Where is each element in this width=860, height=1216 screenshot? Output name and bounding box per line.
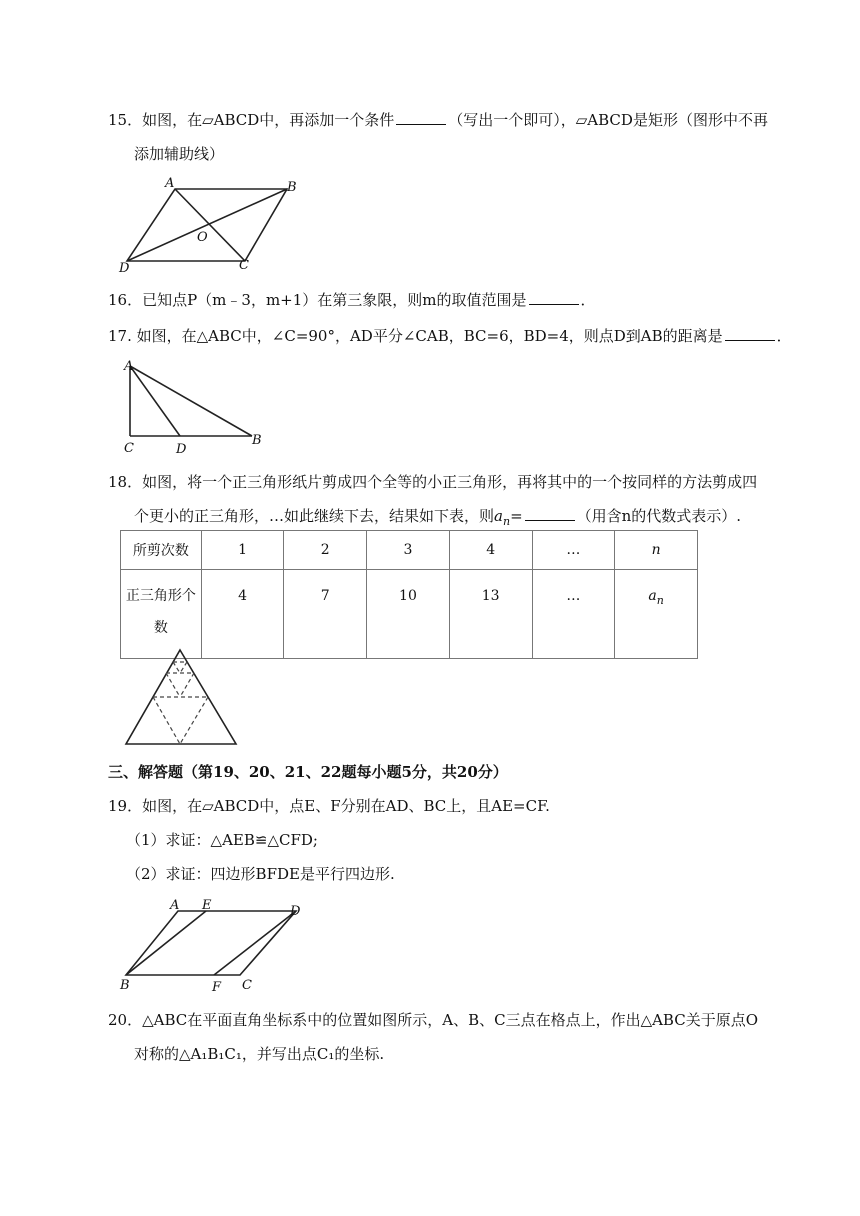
q19-part2: （2）求证：四边形BFDE是平行四边形.	[126, 865, 395, 883]
q15-label-c: C	[239, 258, 249, 273]
row2-head-1: 正三角形个	[125, 588, 196, 604]
q17-label-a: A	[124, 359, 134, 374]
table-cell: 4	[201, 570, 284, 659]
q20-line2: 对称的△A₁B₁C₁，并写出点C₁的坐标.	[134, 1045, 385, 1063]
q17-label-c: C	[124, 441, 134, 456]
q18-eq: =	[510, 507, 523, 525]
q17-blank	[725, 326, 775, 341]
q16-text: 16．已知点P（m﹣3，m+1）在第三象限，则m的取值范围是	[108, 291, 527, 309]
table-row	[121, 531, 698, 570]
q19-label-a: A	[170, 898, 180, 913]
q15-label-d: D	[119, 261, 130, 275]
table-cell: …	[532, 570, 615, 659]
q19-part1: （1）求证：△AEB≌△CFD;	[126, 831, 318, 849]
table-cell: 7	[284, 570, 367, 659]
q18-table	[120, 530, 698, 659]
q17-text: 17. 如图，在△ABC中，∠C=90°，AD平分∠CAB，BC=6，BD=4，则点D到AB的距离是	[108, 327, 723, 345]
q20-line1: 20．△ABC在平面直角坐标系中的位置如图所示，A、B、C三点在格点上，作出△ABC关于原点O	[108, 1011, 759, 1029]
q17-end: ．	[776, 327, 792, 345]
section-3-heading: 三、解答题（第19、20、21、22题每小题5分，共20分）	[108, 763, 508, 781]
q15-text-after: （写出一个即可），▱ABCD是矩形（图形中不再	[448, 111, 768, 129]
table-cell	[615, 570, 698, 659]
q17-label-b: B	[252, 433, 262, 448]
q15-line1	[108, 110, 768, 130]
q18-line1: 18．如图，将一个正三角形纸片剪成四个全等的小正三角形，再将其中的一个按同样的方法剪成四	[108, 473, 758, 491]
q19-label-c: C	[242, 978, 252, 993]
q19-parallelogram-figure	[118, 893, 308, 993]
q18-blank	[525, 506, 575, 521]
q15-label-o: O	[197, 230, 208, 245]
q19-line1: 19．如图，在▱ABCD中，点E、F分别在AD、BC上，且AE=CF.	[108, 797, 550, 815]
table-cell: …	[532, 531, 615, 570]
q18-an: a	[494, 507, 503, 525]
q19-label-f: F	[212, 980, 222, 993]
table-cell: 4	[449, 531, 532, 570]
q16-end: ．	[580, 291, 596, 309]
cell-an-sub: n	[656, 593, 664, 607]
q18-triangle-figure	[122, 646, 242, 748]
q15-blank	[396, 110, 446, 125]
q18-text-post: （用含n的代数式表示）.	[576, 507, 742, 525]
q15-text: 15．如图，在▱ABCD中，再添加一个条件	[108, 111, 395, 129]
table-cell: 13	[449, 570, 532, 659]
q18-line2	[134, 506, 741, 532]
row2-head-2: 数	[153, 620, 168, 636]
table-cell: 1	[201, 531, 284, 570]
q17-line	[108, 326, 792, 346]
table-cell: 3	[367, 531, 450, 570]
q15-label-a: A	[165, 176, 175, 191]
q15-label-b: B	[287, 180, 297, 195]
table-cell: n	[615, 531, 698, 570]
q16-blank	[529, 290, 579, 305]
q16-line	[108, 290, 596, 310]
table-cell: 2	[284, 531, 367, 570]
q17-triangle-figure	[118, 356, 268, 456]
table-cell: 10	[367, 570, 450, 659]
q18-text-pre: 个更小的正三角形，…如此继续下去，结果如下表，则	[134, 507, 495, 525]
q19-label-d: D	[290, 904, 301, 919]
q15-line2: 添加辅助线）	[134, 145, 225, 163]
cell-an: a	[648, 588, 657, 604]
table-cell: 所剪次数	[121, 531, 202, 570]
q19-label-b: B	[120, 978, 130, 993]
q15-parallelogram-figure	[115, 175, 300, 275]
q19-label-e: E	[202, 898, 212, 913]
q18-an-sub: n	[502, 515, 511, 528]
q17-label-d: D	[176, 442, 187, 456]
